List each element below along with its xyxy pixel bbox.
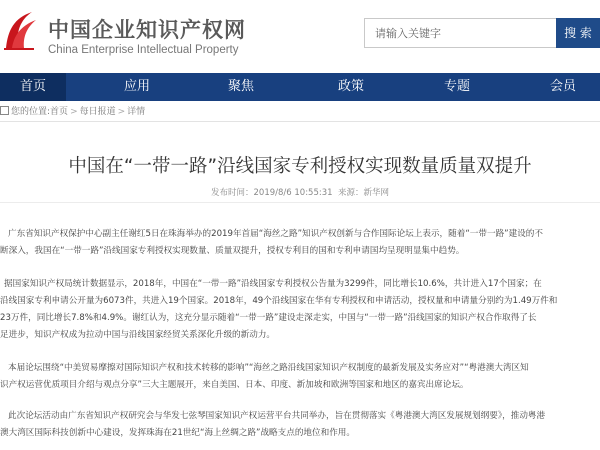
site-name-cn: 中国企业知识产权网 [48, 18, 246, 42]
search-button[interactable]: 搜 索 [556, 18, 600, 48]
paragraph-line: 据国家知识产权局统计数据显示，2018年，中国在“一带一路”沿线国家专利授权公告量为3299件，同比增长10.6%，共计进入17个国家；在 [4, 279, 542, 289]
breadcrumb-separator: > [117, 107, 126, 117]
article-meta [0, 186, 600, 198]
nav-item-policy[interactable]: 政策 [337, 79, 364, 94]
article-divider [0, 202, 600, 203]
nav-item-apps[interactable]: 应用 [123, 79, 150, 94]
paragraph-line: 断深入，我国在“一带一路”沿线国家专利授权实现数量、质量双提升，授权专利目的国和专利申请国均呈现明显集中趋势。 [0, 246, 465, 256]
breadcrumb-label: 您的位置: [11, 107, 51, 117]
paragraph-line: 沿线国家专利申请公开量为6073件，共进入19个国家。2018年，49个沿线国家在华有专利授权和申请活动，授权量和申请量分别约为1.49万件和 [0, 296, 558, 306]
paragraph-line: 澳大湾区国际科技创新中心建设，发挥珠海在21世纪“海上丝绸之路”战略支点的地位和作用。 [0, 428, 355, 438]
breadcrumb-current: 详情 [127, 107, 146, 117]
paragraph-line: 此次论坛活动由广东省知识产权研究会与华发七弦琴国家知识产权运营平台共同举办，旨在贯彻落实《粤港澳大湾区发展规划纲要》，推动粤港 [8, 411, 546, 421]
article-source: 来源：新华网 [337, 188, 389, 198]
nav-item-focus[interactable]: 聚焦 [227, 79, 254, 94]
breadcrumb-link-daily[interactable]: 每日报道 [79, 107, 116, 117]
logo-icon [2, 8, 38, 52]
article-paragraph [0, 408, 600, 442]
article-paragraph [0, 276, 600, 344]
paragraph-line: 23万件，同比增长7.8%和4.9%。谢红认为，这充分显示随着“一带一路”建设走深走实，中国与“一带一路”沿线国家的知识产权合作取得了长 [0, 313, 537, 323]
article-paragraph [0, 360, 600, 394]
article-paragraph [0, 226, 600, 260]
breadcrumb [0, 104, 145, 120]
nav-item-members[interactable]: 会员 [549, 79, 576, 94]
breadcrumb-separator: > [70, 107, 78, 117]
paragraph-line: 识产权运营优质项目介绍与观点分享”三大主题展开，来自美国、日本、印度、新加坡和欧洲等国家和地区的嘉宾出席论坛。 [0, 380, 469, 390]
nav-item-home[interactable]: 首页 [0, 73, 66, 101]
breadcrumb-link-home[interactable]: 首页 [50, 107, 69, 117]
publish-date: 发布时间：2019/8/6 10:55:31 [211, 188, 333, 198]
paragraph-line: 本届论坛围绕“中美贸易摩擦对国际知识产权和技术转移的影响”“海丝之路沿线国家知识产权制度的最新发展及实务应对”“粤港澳大湾区知 [8, 363, 529, 373]
paragraph-line: 足进步，知识产权成为拉动中国与沿线国家经贸关系深化升级的新动力。 [0, 330, 276, 340]
breadcrumb-divider [0, 121, 600, 122]
nav-item-topics[interactable]: 专题 [443, 79, 470, 94]
main-nav [0, 73, 600, 101]
home-icon [0, 106, 9, 115]
site-logo-link[interactable] [0, 0, 330, 70]
site-name-en: China Enterprise Intellectual Property [48, 44, 239, 56]
search-input[interactable] [364, 18, 556, 48]
paragraph-line: 广东省知识产权保护中心副主任谢红5日在珠海举办的2019年首届“海丝之路”知识产权创新与合作国际论坛上表示，随着“一带一路”建设的不 [8, 229, 543, 239]
site-header [0, 0, 600, 73]
article-title: 中国在“一带一路”沿线国家专利授权实现数量质量双提升 [68, 156, 532, 177]
